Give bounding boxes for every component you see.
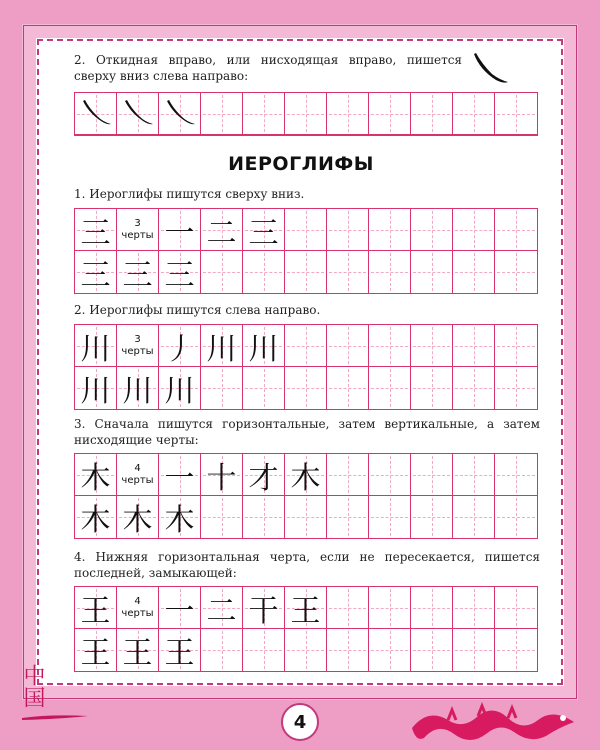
grid-cell[interactable]: [411, 454, 453, 496]
falling-stroke-icon: [163, 99, 197, 129]
grid-cell[interactable]: [453, 251, 495, 293]
grid-cell[interactable]: [495, 251, 537, 293]
grid-cell[interactable]: [411, 629, 453, 671]
grid-cell[interactable]: [369, 454, 411, 496]
grid-cell[interactable]: [327, 629, 369, 671]
grid-cell[interactable]: [201, 629, 243, 671]
practice-character: 木: [75, 496, 117, 538]
dragon-icon: [408, 698, 578, 748]
grid-cell[interactable]: [327, 454, 369, 496]
practice-character: 三: [75, 251, 117, 293]
stroke-count: 3 черты: [117, 325, 159, 367]
grid-cell[interactable]: [369, 496, 411, 538]
grid-cell[interactable]: [243, 496, 285, 538]
stroke-step: 才: [243, 454, 285, 496]
grid-cell[interactable]: [327, 209, 369, 251]
character-grid-san: [74, 208, 538, 294]
grid-cell[interactable]: [495, 629, 537, 671]
model-character: 王: [75, 587, 117, 629]
grid-cell[interactable]: [285, 496, 327, 538]
grid-cell[interactable]: [201, 251, 243, 293]
model-character: 三: [75, 209, 117, 251]
grid-cell[interactable]: [369, 587, 411, 629]
grid-cell[interactable]: [495, 587, 537, 629]
grid-cell[interactable]: [453, 587, 495, 629]
grid-cell[interactable]: [369, 629, 411, 671]
grid-cell[interactable]: [411, 93, 453, 135]
grid-cell[interactable]: [201, 367, 243, 409]
grid-cell[interactable]: [369, 251, 411, 293]
stroke-step: 三: [243, 209, 285, 251]
grid-cell[interactable]: [369, 325, 411, 367]
grid-cell[interactable]: [453, 629, 495, 671]
rule-1-text: 1. Иероглифы пишутся сверху вниз.: [74, 187, 305, 201]
falling-stroke-example-icon: [470, 50, 510, 90]
grid-cell: [117, 93, 159, 135]
grid-cell: [75, 93, 117, 135]
china-label: 中国: [20, 664, 45, 708]
character-grid-wang: [74, 586, 538, 672]
stroke-count: 4 черты: [117, 587, 159, 629]
practice-character: 三: [159, 251, 201, 293]
character-grid-mu: [74, 453, 538, 539]
grid-cell[interactable]: [243, 629, 285, 671]
stroke-step: 丿: [159, 325, 201, 367]
grid-cell[interactable]: [285, 251, 327, 293]
practice-character: 木: [117, 496, 159, 538]
character-grid-chuan: [74, 324, 538, 410]
grid-cell[interactable]: [201, 93, 243, 135]
stroke-step: 川: [243, 325, 285, 367]
grid-cell[interactable]: [369, 93, 411, 135]
grid-cell[interactable]: [285, 209, 327, 251]
stroke-step: 二: [201, 209, 243, 251]
practice-character: 川: [159, 367, 201, 409]
grid-cell[interactable]: [243, 251, 285, 293]
grid-cell[interactable]: [285, 93, 327, 135]
practice-character: 川: [75, 367, 117, 409]
grid-cell[interactable]: [453, 325, 495, 367]
grid-cell[interactable]: [327, 367, 369, 409]
practice-character: 三: [117, 251, 159, 293]
grid-cell[interactable]: [495, 209, 537, 251]
stroke-count: 3 черты: [117, 209, 159, 251]
grid-cell[interactable]: [411, 209, 453, 251]
rule-4-text: 4. Нижняя горизонтальная черта, если не пересекается, пишется последней, замыкающей:: [74, 550, 540, 580]
grid-cell[interactable]: [453, 209, 495, 251]
page-title: ИЕРОГЛИФЫ: [228, 153, 374, 175]
grid-cell[interactable]: [411, 587, 453, 629]
rule-2-text: 2. Иероглифы пишутся слева направо.: [74, 303, 321, 317]
grid-cell[interactable]: [495, 454, 537, 496]
stroke-step: 十: [201, 454, 243, 496]
grid-cell[interactable]: [411, 496, 453, 538]
grid-cell[interactable]: [495, 93, 537, 135]
grid-cell[interactable]: [411, 325, 453, 367]
grid-cell[interactable]: [285, 629, 327, 671]
practice-character: 王: [117, 629, 159, 671]
grid-cell[interactable]: [327, 93, 369, 135]
practice-character: 木: [159, 496, 201, 538]
stroke-step: 王: [285, 587, 327, 629]
falling-stroke-icon: [121, 99, 155, 129]
grid-cell[interactable]: [369, 209, 411, 251]
grid-cell[interactable]: [285, 325, 327, 367]
falling-stroke-icon: [79, 99, 113, 129]
page-number: 4: [281, 703, 319, 741]
stroke-step: 木: [285, 454, 327, 496]
stroke-step: 一: [159, 454, 201, 496]
stroke-step: 一: [159, 209, 201, 251]
grid-cell[interactable]: [201, 496, 243, 538]
grid-cell[interactable]: [453, 454, 495, 496]
grid-cell[interactable]: [453, 93, 495, 135]
grid-cell[interactable]: [369, 367, 411, 409]
practice-character: 川: [117, 367, 159, 409]
grid-cell[interactable]: [243, 93, 285, 135]
grid-cell[interactable]: [495, 496, 537, 538]
model-character: 川: [75, 325, 117, 367]
grid-cell: [159, 93, 201, 135]
stroke-rule-text: 2. Откидная вправо, или нисходящая вправо, пишется сверху вниз слева направо:: [74, 53, 462, 83]
practice-character: 王: [75, 629, 117, 671]
stroke-count: 4 черты: [117, 454, 159, 496]
model-character: 木: [75, 454, 117, 496]
grid-cell[interactable]: [411, 251, 453, 293]
grid-cell[interactable]: [243, 367, 285, 409]
stroke-step: 二: [201, 587, 243, 629]
grid-cell[interactable]: [453, 367, 495, 409]
practice-character: 王: [159, 629, 201, 671]
stroke-step: 一: [159, 587, 201, 629]
grid-cell[interactable]: [285, 367, 327, 409]
grid-cell[interactable]: [327, 587, 369, 629]
grid-cell[interactable]: [327, 325, 369, 367]
stroke-step: 川: [201, 325, 243, 367]
grid-cell[interactable]: [453, 496, 495, 538]
stroke-step: 干: [243, 587, 285, 629]
rule-3-text: 3. Сначала пишутся горизонтальные, затем вертикальные, а затем нисходящие черты:: [74, 417, 540, 447]
stroke-practice-grid: [74, 92, 538, 136]
grid-cell[interactable]: [495, 325, 537, 367]
brush-stroke-icon: [20, 710, 90, 724]
grid-cell[interactable]: [327, 251, 369, 293]
grid-cell[interactable]: [327, 496, 369, 538]
grid-cell[interactable]: [495, 367, 537, 409]
grid-cell[interactable]: [411, 367, 453, 409]
